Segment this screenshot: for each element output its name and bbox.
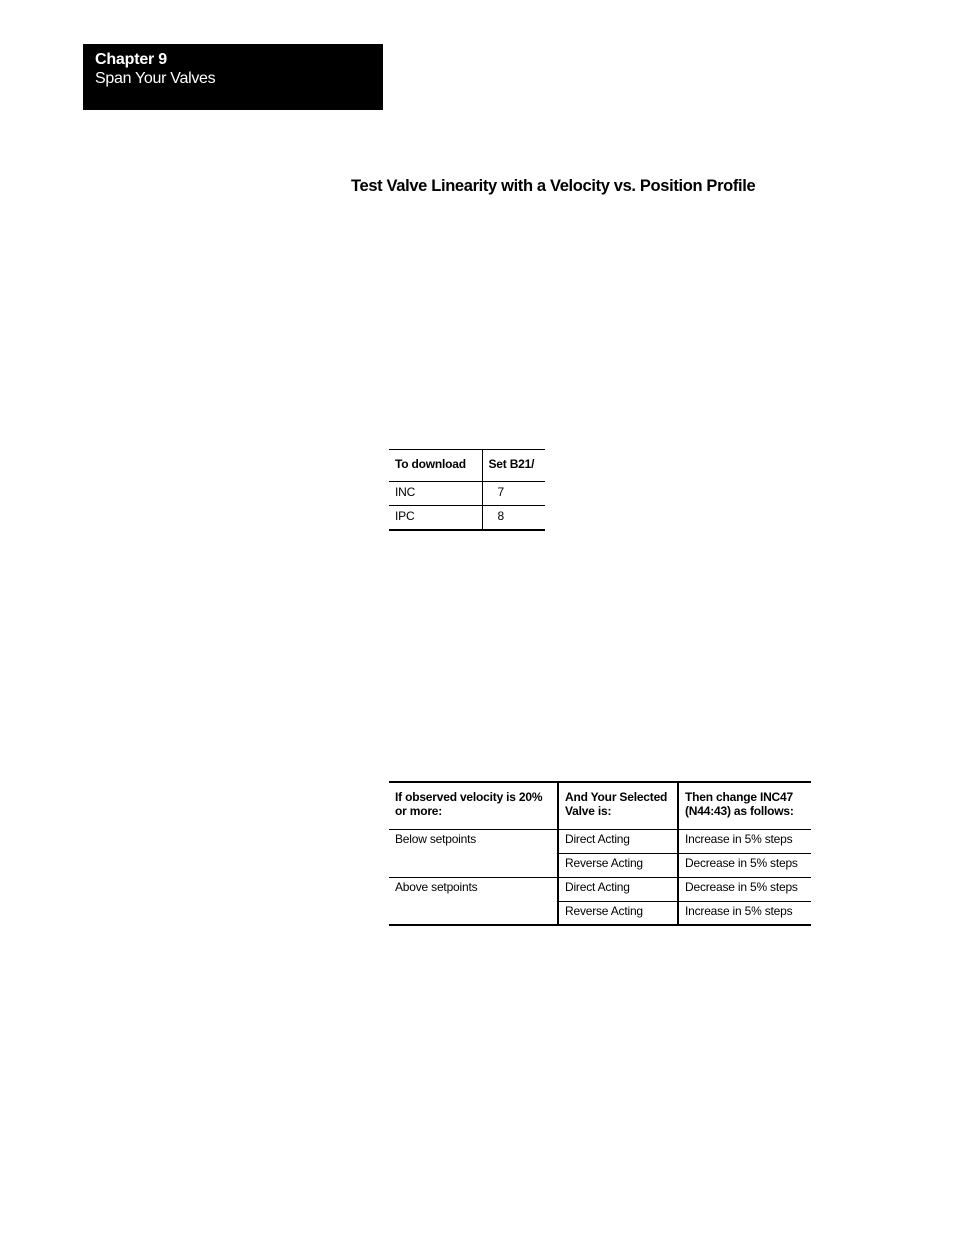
section-heading: Test Valve Linearity with a Velocity vs. Position Profile bbox=[351, 177, 756, 195]
table-cell-valve: Reverse Acting bbox=[558, 853, 678, 877]
column-header-to-download: To download bbox=[389, 450, 482, 482]
chapter-title: Span Your Valves bbox=[95, 70, 216, 87]
column-header-observed-velocity: If observed velocity is 20% or more: bbox=[389, 782, 558, 829]
table-row bbox=[389, 482, 545, 506]
table-cell-valve: Reverse Acting bbox=[558, 901, 678, 925]
chapter-header bbox=[83, 44, 383, 110]
table-cell-change: Increase in 5% steps bbox=[678, 829, 811, 853]
table-cell-change: Decrease in 5% steps bbox=[678, 853, 811, 877]
table-row bbox=[389, 877, 811, 901]
table-cell-value bbox=[482, 482, 545, 506]
table-cell-item: IPC bbox=[389, 506, 482, 530]
download-table bbox=[389, 449, 545, 531]
table-row bbox=[389, 829, 811, 853]
table-cell-change: Increase in 5% steps bbox=[685, 903, 793, 918]
bit-value: 7 bbox=[497, 485, 504, 499]
table-cell-condition: Above setpoints bbox=[389, 877, 558, 925]
table-header-row bbox=[389, 450, 545, 482]
table-cell-valve: Direct Acting bbox=[558, 829, 678, 853]
table-cell-valve: Direct Acting bbox=[558, 877, 678, 901]
column-header-change-inc47: Then change INC47 (N44:43) as follows: bbox=[678, 782, 811, 829]
table-cell-item: INC bbox=[389, 482, 482, 506]
table-cell-value bbox=[482, 506, 545, 530]
column-header-selected-valve: And Your Selected Valve is: bbox=[558, 782, 678, 829]
table-cell-condition: Below setpoints bbox=[389, 829, 558, 877]
column-header-set-b21: Set B21/ bbox=[482, 450, 545, 482]
table-row bbox=[389, 506, 545, 530]
table-cell-change: Decrease in 5% steps bbox=[678, 877, 811, 901]
bit-value: 8 bbox=[497, 509, 504, 523]
table-header-row bbox=[389, 782, 811, 829]
velocity-adjustment-table bbox=[389, 781, 811, 926]
chapter-label: Chapter 9 bbox=[95, 51, 167, 68]
